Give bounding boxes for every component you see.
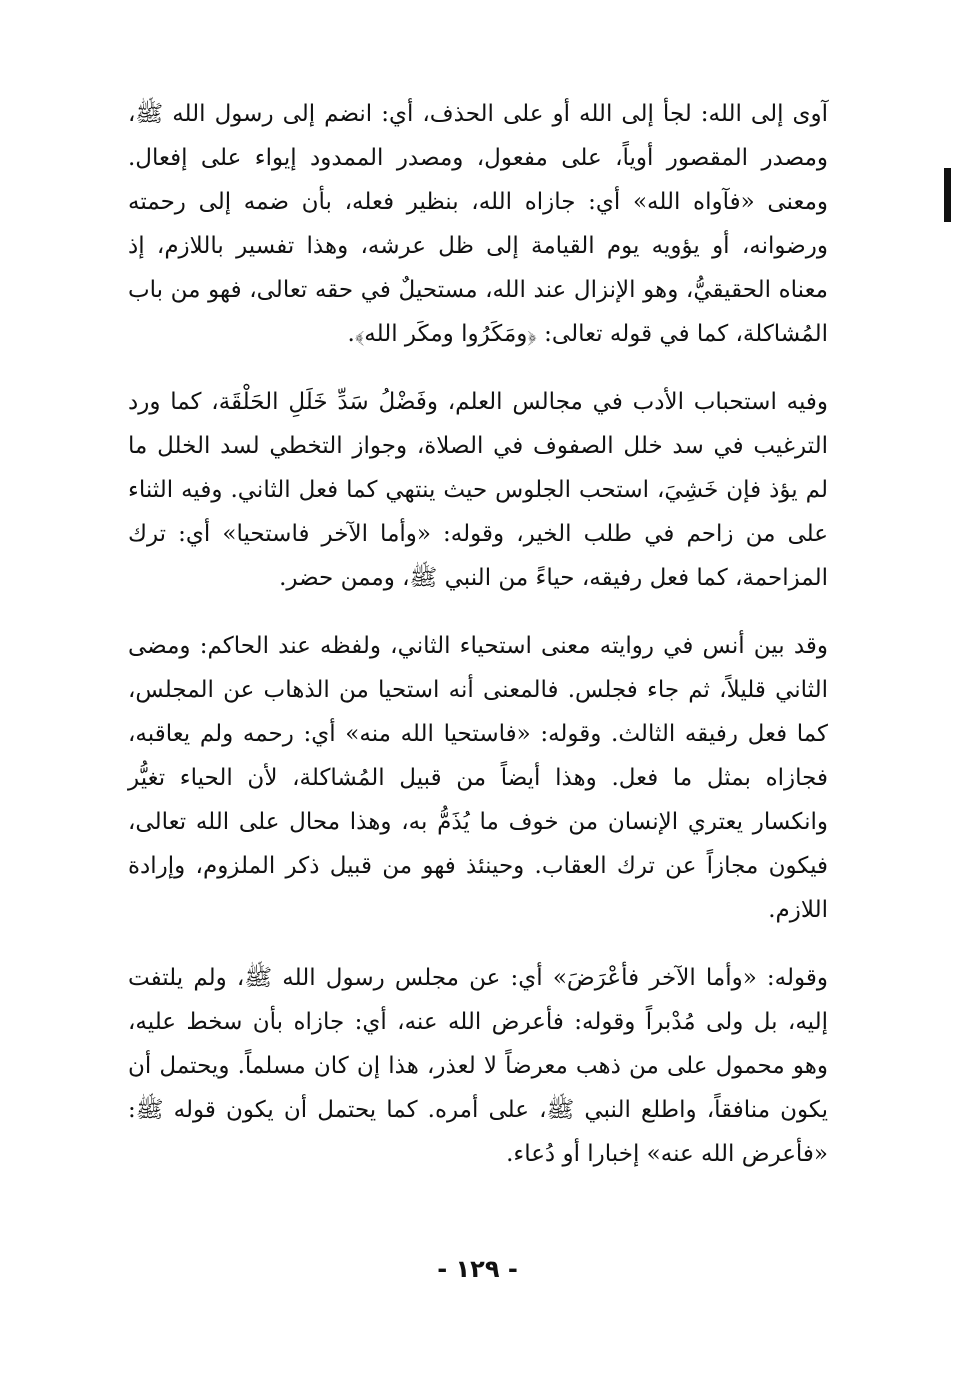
paragraph-2: وفيه استحباب الأدب في مجالس العلم، وفَضْلُ سَدِّ خَلَلِ الحَلْقَة، كما ورد الترغيب في سد خلل الصفوف في الصلاة، وجواز التخطي لسد الخلل ما لم يؤذ فإن خَشِيَ، استحب الجلوس حيث ينتهي كما فعل الثاني. وفيه الثناء على من زاحم في طلب الخير، وقوله: «وأما الآخر فاستحيا» أي: ترك المزاحمة، كما فعل رفيقه، حياءً من النبي ﷺ، وممن حضر. <box>128 389 828 591</box>
paragraph-3: وقد بين أنس في روايته معنى استحياء الثاني، ولفظه عند الحاكم: ومضى الثاني قليلاً، ثم جاء فجلس. فالمعنى أنه استحيا من الذهاب عن المجلس، كما فعل رفيقه الثالث. وقوله: «فاستحيا الله منه» أي: رحمه ولم يعاقبه، فجازاه بمثل ما فعل. وهذا أيضاً من قبيل المُشاكلة، لأن الحياء تغيُّر وانكسار يعتري الإنسان من خوف ما يُذَمُّ به، وهذا محال على الله تعالى، فيكون مجازاً عن ترك العقاب. وحينئذ فهو من قبيل ذكر الملزوم، وإرادة اللازم. <box>128 633 828 923</box>
paragraph-4: وقوله: «وأما الآخر فأعْرَضَ» أي: عن مجلس رسول الله ﷺ، ولم يلتفت إليه، بل ولى مُدْبراً وقوله: فأعرض الله عنه، أي: جازاه بأن سخط عليه، وهو محمول على من ذهب معرضاً لا لعذر، هذا إن كان مسلماً. ويحتمل أن يكون منافقاً، واطلع النبي ﷺ، على أمره. كما يحتمل أن يكون قوله ﷺ: «فأعرض الله عنه» إخبارا أو دُعاء. <box>128 965 828 1167</box>
paragraph-1: آوى إلى الله: لجأ إلى الله أو على الحذف، أي: انضم إلى رسول الله ﷺ، ومصدر المقصور أوياً، على مفعول، ومصدر الممدود إيواء على إفعال. ومعنى «فآواه الله» أي: جازاه الله، بنظير فعله، بأن ضمه إلى رحمته ورضوانه، أو يؤويه يوم القيامة إلى ظل عرشه، وهذا تفسير باللازم، إذ معناه الحقيقيُّ، وهو الإنزال عند الله، مستحيلٌ في حقه تعالى، فهو من باب المُشاكلة، كما في قوله تعالى: ﴿ومَكَرُوا ومكَر الله﴾. <box>128 101 828 347</box>
margin-bar-mark <box>944 168 951 222</box>
page-number: - ١٢٩ - <box>437 1255 518 1283</box>
body-text <box>128 92 828 1176</box>
